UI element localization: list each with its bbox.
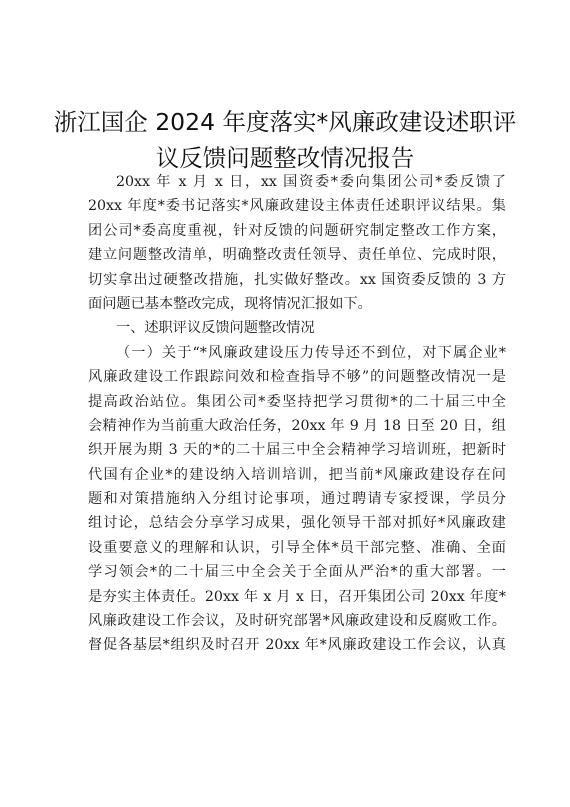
paragraph-2-line-3: 提高政治站位。集团公司*委坚持把学习贯彻*的二十届三中全 — [88, 393, 506, 410]
paragraph-2-line-12: 风廉政建设工作会议，及时研究部署*风廉政建设和反腐败工作。 — [88, 613, 506, 630]
paragraph-1-line-3: 团公司*委高度重视，针对反馈的问题研究制定整改工作方案， — [88, 222, 506, 239]
paragraph-2-line-8: 组讨论，总结会分享学习成果，强化领导干部对抓好*风廉政建 — [88, 515, 506, 532]
document-title — [40, 104, 530, 176]
paragraph-1-line-1: 20xx 年 x 月 x 日，xx 国资委*委向集团公司*委反馈了 — [116, 174, 506, 190]
paragraph-2-line-1: （一）关于“*风廉政建设压力传导还不到位，对下属企业* — [116, 344, 506, 361]
paragraph-1-line-2: 20xx 年度*委书记落实*风廉政建设主体责任述职评议结果。集 — [88, 198, 506, 215]
paragraph-1-line-6: 面问题已基本整改完成，现将情况汇报如下。 — [88, 295, 372, 312]
document-body — [88, 170, 506, 658]
paragraph-2-line-5: 织开展为期 3 天的*的二十届三中全会精神学习培训班，把新时 — [88, 442, 506, 459]
paragraph-2-line-9: 设重要意义的理解和认识，引导全体*员干部完整、准确、全面 — [88, 539, 506, 556]
paragraph-2-line-2: 风廉政建设工作跟踪问效和检查指导不够”的问题整改情况一是 — [88, 369, 506, 386]
paragraph-2-line-10: 学习领会*的二十届三中全会关于全面从严治*的重大部署。一 — [88, 564, 506, 581]
title-line-1: 浙江国企 2024 年度落实*风廉政建设述职评 — [53, 108, 517, 136]
paragraph-2-line-4: 会精神作为当前重大政治任务，20xx 年 9 月 18 日至 20 日，组 — [88, 417, 506, 434]
paragraph-2-line-6: 代国有企业*的建设纳入培训培训，把当前*风廉政建设存在问 — [88, 466, 506, 483]
paragraph-1-line-4: 建立问题整改清单，明确整改责任领导、责任单位、完成时限， — [88, 247, 506, 264]
paragraph-2-line-7: 题和对策措施纳入分组讨论事项，通过聘请专家授课，学员分 — [88, 491, 506, 508]
paragraph-1-line-5: 切实拿出过硬整改措施，扎实做好整改。xx 国资委反馈的 3 方 — [88, 271, 506, 288]
paragraph-2-line-13: 督促各基层*组织及时召开 20xx 年*风廉政建设工作会议，认真 — [88, 637, 506, 654]
section-heading: 一、述职评议反馈问题整改情况 — [116, 320, 315, 337]
paragraph-2-line-11: 是夯实主体责任。20xx 年 x 月 x 日，召开集团公司 20xx 年度* — [88, 588, 506, 605]
title-line-2: 议反馈问题整改情况报告 — [155, 144, 415, 172]
